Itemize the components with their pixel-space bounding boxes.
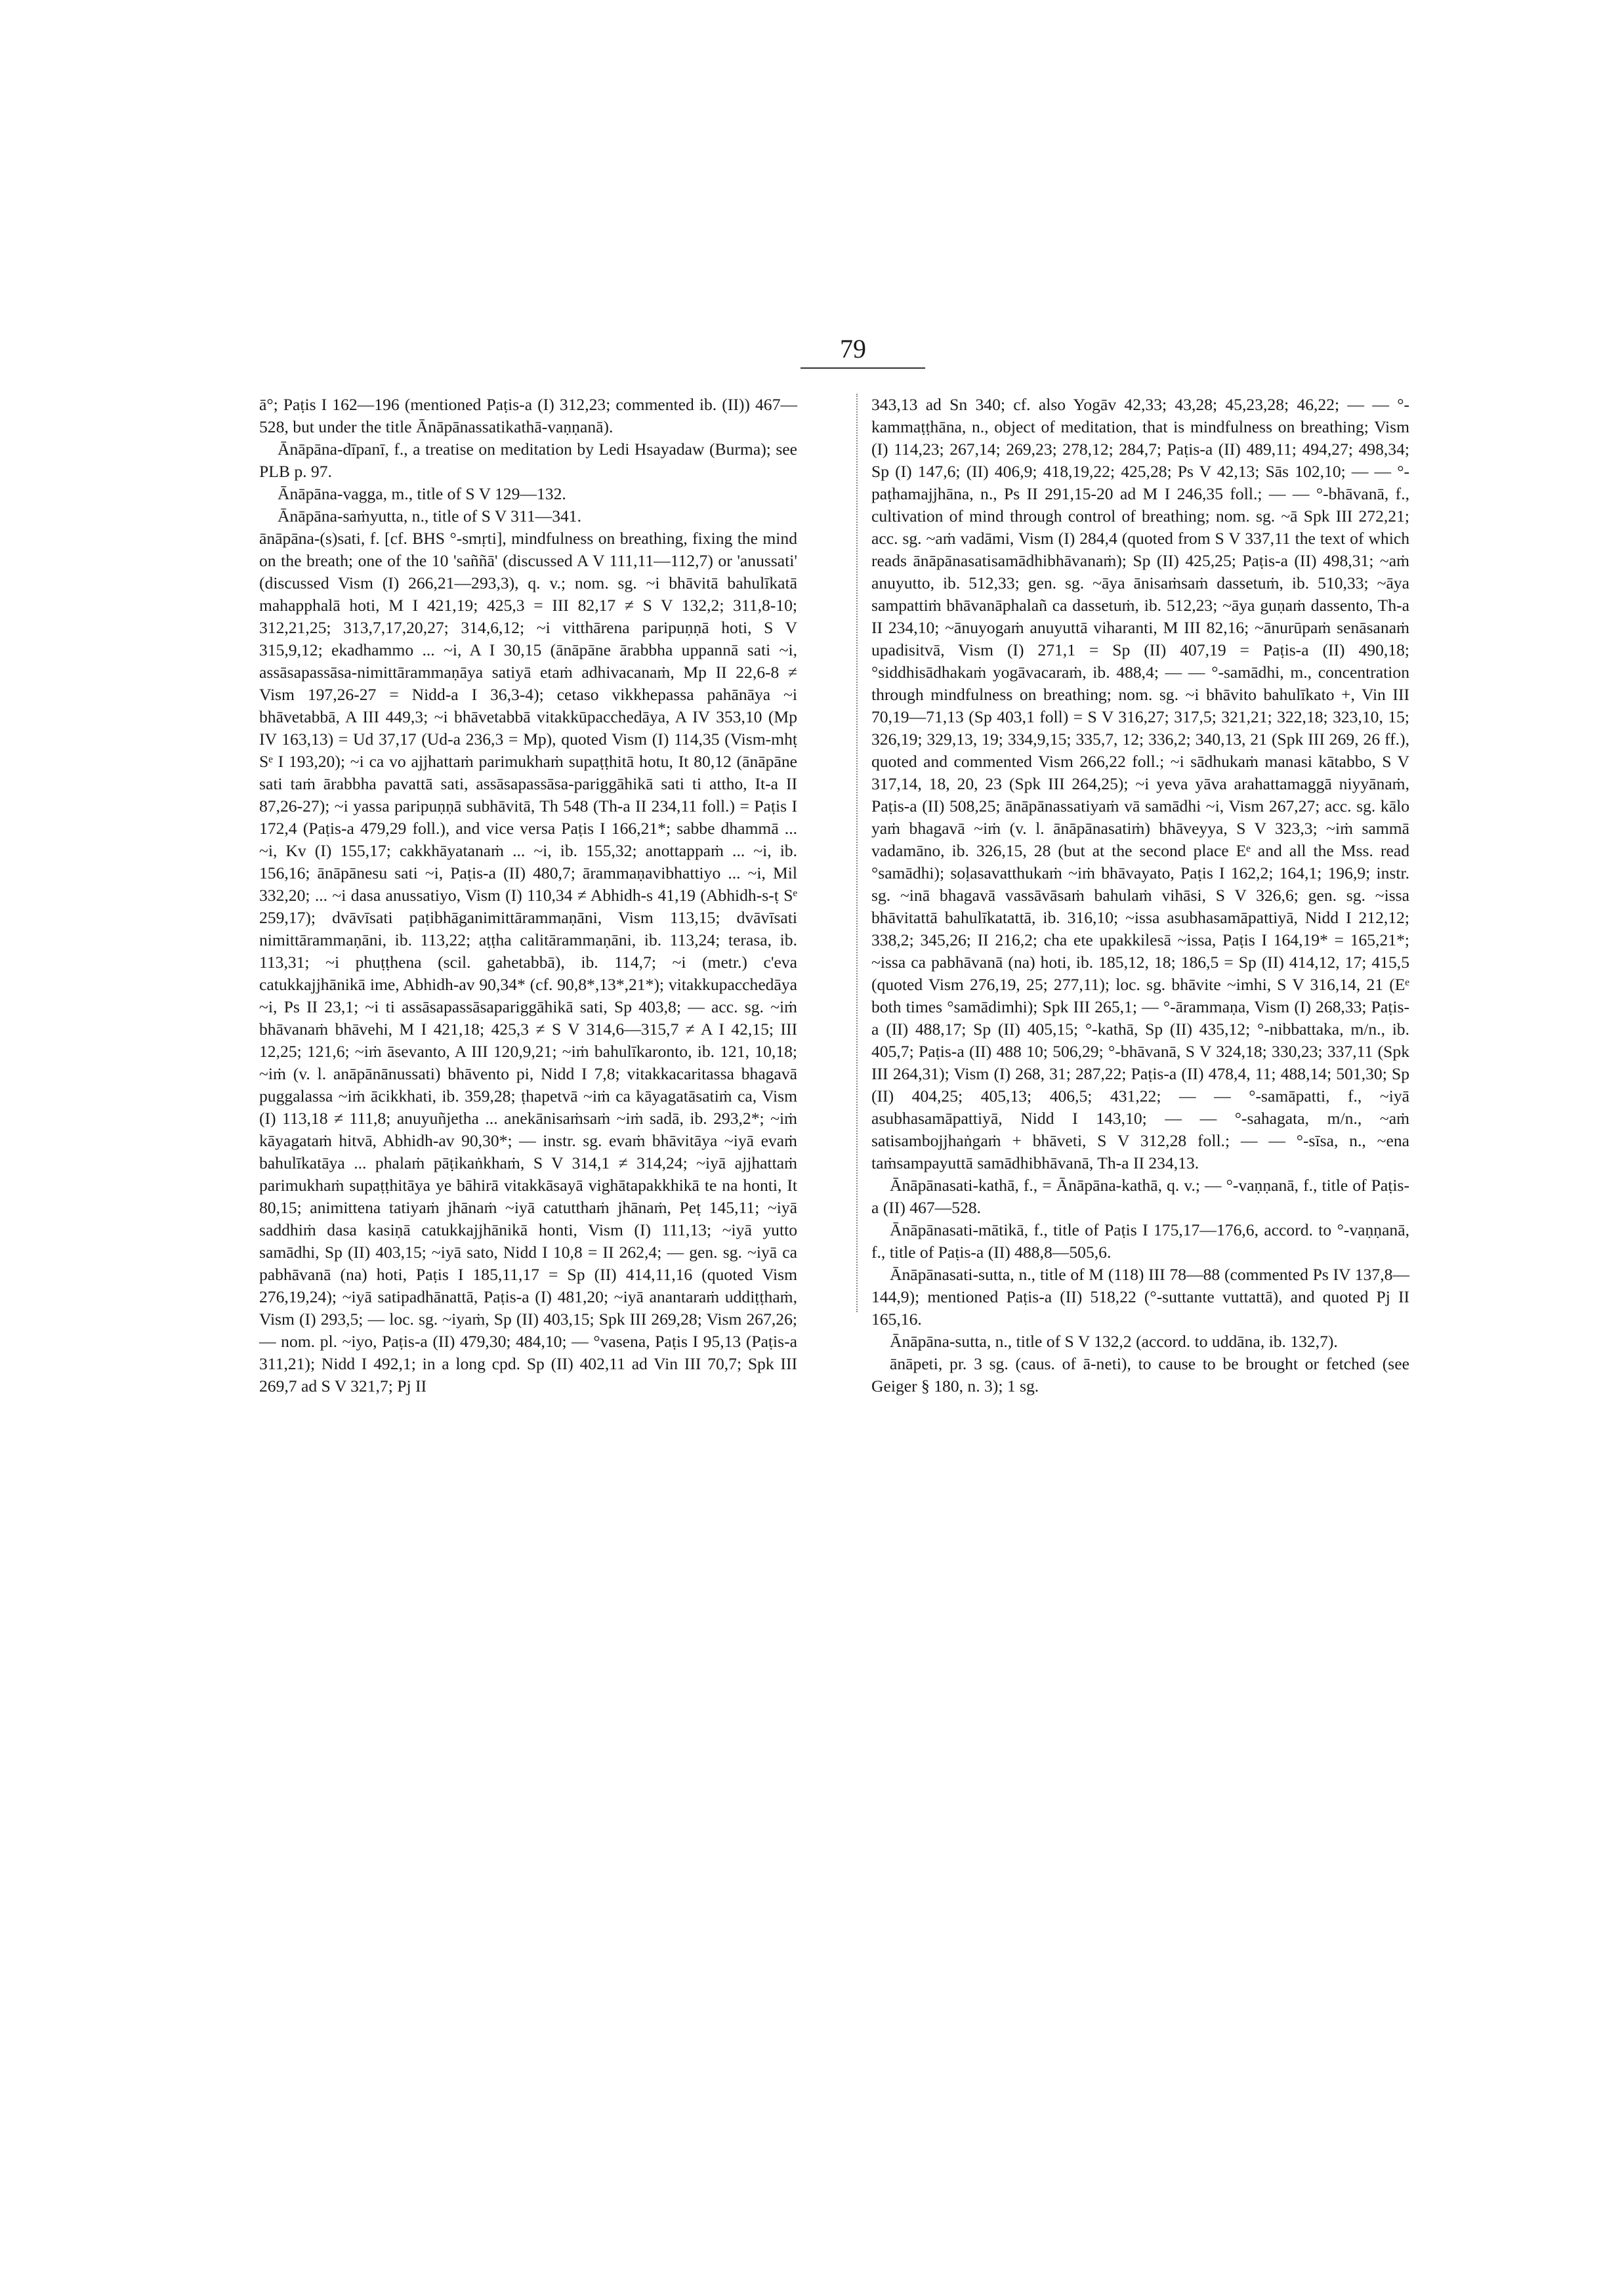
left-column xyxy=(259,394,797,1397)
dictionary-entry: Ānāpāna-dīpanī, f., a treatise on meditation by Ledi Hsayadaw (Burma); see PLB p. 97. xyxy=(259,440,797,481)
dictionary-entry: ānāpāna-(s)sati, f. [cf. BHS °-smṛti], mindfulness on breathing, fixing the mind on the breath; one of the 10 'saññā' (discussed A V 111,11—112,7) or 'anussati' (discussed Vism (I) 266,21—293,3), q. v.; nom. sg. ~i bhāvitā bahulīkatā mahapphalā hoti, M I 421,19; 425,3 = III 82,17 ≠ S V 132,2; 311,8-10; 312,21,25; 313,7,17,20,27; 314,6,12; ~i vitthārena paripuṇṇā hoti, S V 315,9,12; ekadhammo ... ~i, A I 30,15 (ānāpāne ārabbha uppannā sati ~i, assāsapassāsa-nimittārammaṇāya satiyā etaṁ adhivacanaṁ, Mp II 22,6-8 ≠ Vism 197,26-27 = Nidd-a I 36,3-4); cetaso vikkhepassa pahānāya ~i bhāvetabbā, A III 449,3; ~i bhāvetabbā vitakkūpacchedāya, A IV 353,10 (Mp IV 163,13) = Ud 37,17 (Ud-a 236,3 = Mp), quoted Vism (I) 114,35 (Vism-mhṭ Sᵉ I 193,20); ~i ca vo ajjhattaṁ parimukhaṁ supaṭṭhitā hotu, It 80,12 (ānāpāne sati taṁ ārabbha pavattā sati, assāsapassāsa-pariggāhikā sati ti attho, It-a II 87,26-27); ~i yassa paripuṇṇā subhāvitā, Th 548 (Th-a II 234,11 foll.) = Paṭis I 172,4 (Paṭis-a 479,29 foll.), and vice versa Paṭis I 166,21*; sabbe dhammā ... ~i, Kv (I) 155,17; cakkhāyatanaṁ ... ~i, ib. 155,32; anottappaṁ ... ~i, ib. 156,16; ānāpānesu sati ~i, Paṭis-a (II) 480,7; ārammaṇavibhattiyo ... ~i, Mil 332,20; ... ~i dasa anussatiyo, Vism (I) 110,34 ≠ Abhidh-s 41,19 (Abhidh-s-ṭ Sᵉ 259,17); dvāvīsati paṭibhāganimittārammaṇāni, Vism 113,15; dvāvīsati nimittārammaṇāni, ib. 113,22; aṭṭha calitārammaṇāni, ib. 113,24; terasa, ib. 113,31; ~i phuṭṭhena (scil. gahetabbā), ib. 114,7; ~i (metr.) c'eva catukkajjhānikā ime, Abhidh-av 90,34* (cf. 90,8*,13*,21*); vitakkupacchedāya ~i, Ps II 23,1; ~i ti assāsapassāsapariggāhikā sati, Sp 403,8; — acc. sg. ~iṁ bhāvanaṁ bhāvehi, M I 421,18; 425,3 ≠ S V 314,6—315,7 ≠ A I 42,15; III 12,25; 121,6; ~iṁ āsevanto, A III 120,9,21; ~iṁ bahulīkaronto, ib. 121, 10,18; ~iṁ (v. l. anāpānānussati) bhāvento pi, Nidd I 7,8; vitakkacaritassa bhagavā puggalassa ~iṁ ācikkhati, ib. 359,28; ṭhapetvā ~iṁ ca kāyagatāsatiṁ ca, Vism (I) 113,18 ≠ 111,8; anuyuñjetha ... anekānisaṁsaṁ ~iṁ sadā, ib. 293,2*; ~iṁ kāyagataṁ hitvā, Abhidh-av 90,30*; — instr. sg. evaṁ bhāvitāya ~iyā evaṁ bahulīkatāya ... phalaṁ pāṭikaṅkhaṁ, S V 314,1 ≠ 314,24; ~iyā ajjhattaṁ parimukhaṁ supaṭṭhitāya ye bāhirā vitakkāsayā vighātapakkhikā te na honti, It 80,15; animittena tatiyaṁ jhānaṁ ~iyā catutthaṁ jhānaṁ, Peṭ 145,11; ~iyā saddhiṁ dasa kasiṇā catukkajjhānikā honti, Vism (I) 111,13; ~iyā yutto samādhi, Sp (II) 403,15; ~iyā sato, Nidd I 10,8 = II 262,4; — gen. sg. ~iyā ca pabhāvanā (na) hoti, Paṭis I 185,11,17 = Sp (II) 414,11,16 (quoted Vism 276,19,24); ~iyā satipadhānattā, Paṭis-a (I) 481,20; ~iyā anantaraṁ uddiṭṭhaṁ, Vism (I) 293,5; — loc. sg. ~iyaṁ, Sp (II) 403,15; Spk III 269,28; Vism 267,26; — nom. pl. ~iyo, Paṭis-a (II) 479,30; 484,10; — °vasena, Paṭis I 95,13 (Paṭis-a 311,21); Nidd I 492,1; in a long cpd. Sp (II) 402,11 ad Vin III 70,7; Spk III 269,7 ad S V 321,7; Pj II xyxy=(259,529,797,1396)
dictionary-entry: Ānāpāna-sutta, n., title of S V 132,2 (accord. to uddāna, ib. 132,7). xyxy=(890,1332,1338,1351)
dictionary-entry: ā°; Paṭis I 162—196 (mentioned Paṭis-a (I) 312,23; commented ib. (II)) 467—528, but under the title Ānāpānassatikathā-vaṇṇanā). xyxy=(259,395,797,436)
column-divider xyxy=(856,394,858,1312)
dictionary-entry: Ānāpāna-vagga, m., title of S V 129—132. xyxy=(278,484,566,503)
dictionary-entry: Ānāpānasati-sutta, n., title of M (118) III 78—88 (commented Ps IV 137,8—144,9); mentioned Paṭis-a (II) 518,22 (°-suttante vuttattā), and quoted Pj II 165,16. xyxy=(871,1265,1409,1329)
page-number-rule xyxy=(801,367,925,369)
right-column xyxy=(871,394,1409,1397)
dictionary-entry: Ānāpānasati-mātikā, f., title of Paṭis I 175,17—176,6, accord. to °-vaṇṇanā, f., title of Paṭis-a (II) 488,8—505,6. xyxy=(871,1220,1409,1262)
dictionary-entry: ānāpeti, pr. 3 sg. (caus. of ā-neti), to cause to be brought or fetched (see Geiger § 180, n. 3); 1 sg. xyxy=(871,1354,1409,1396)
dictionary-entry: Ānāpāna-saṁyutta, n., title of S V 311—341. xyxy=(278,507,581,526)
dictionary-entry: 343,13 ad Sn 340; cf. also Yogāv 42,33; 43,28; 45,23,28; 46,22; — — °-kammaṭṭhāna, n., object of meditation, that is mindfulness on breathing; Vism (I) 114,23; 267,14; 269,23; 278,12; 284,7; Paṭis-a (II) 489,11; 494,27; 498,34; Sp (I) 147,6; (II) 406,9; 418,19,22; 425,28; Ps V 42,13; Sās 102,10; — — °-paṭhamajjhāna, n., Ps II 291,15-20 ad M I 246,35 foll.; — — °-bhāvanā, f., cultivation of mind through control of breathing; nom. sg. ~ā Spk III 272,21; acc. sg. ~aṁ vadāmi, Vism (I) 284,4 (quoted from S V 337,11 the text of which reads ānāpānasatisamādhibhāvanaṁ); Sp (II) 425,25; Paṭis-a (II) 498,31; ~aṁ anuyutto, ib. 512,33; gen. sg. ~āya ānisaṁsaṁ dassetuṁ, ib. 510,33; ~āya sampattiṁ bhāvanāphalañ ca dassetuṁ, ib. 512,23; ~āya guṇaṁ dassento, Th-a II 234,10; ~ānuyogaṁ anuyuttā viharanti, M III 82,16; ~ānurūpaṁ senāsanaṁ upadisitvā, Vism (I) 271,1 = Sp (II) 407,19 = Paṭis-a (II) 490,18; °siddhisādhakaṁ yogāvacaraṁ, ib. 488,4; — — °-samādhi, m., concentration through mindfulness on breathing; nom. sg. ~i bhāvito bahulīkato +, Vin III 70,19—71,13 (Sp 403,1 foll) = S V 316,27; 317,5; 321,21; 322,18; 323,10, 15; 326,19; 329,13, 19; 334,9,15; 335,7, 12; 336,2; 340,13, 21 (Spk III 269, 26 ff.), quoted and commented Vism 266,22 foll.; ~i sādhukaṁ manasi kātabbo, S V 317,14, 18, 20, 23 (Spk III 264,25); ~i yeva yāva arahattamaggā niyyānaṁ, Paṭis-a (II) 508,25; ānāpānassatiyaṁ vā samādhi ~i, Vism 267,27; acc. sg. kālo yaṁ bhagavā ~iṁ (v. l. ānāpānasatiṁ) bhāveyya, S V 323,3; ~iṁ sammā vadamāno, ib. 326,15, 28 (but at the second place Eᵉ and all the Mss. read °samādhi); soḷasavatthukaṁ ~iṁ bhāvayato, Paṭis I 162,2; 164,1; 196,9; instr. sg. ~inā bhagavā vassāvāsaṁ bahulaṁ vihāsi, S V 326,6; gen. sg. ~issa bhāvitattā bahulīkatattā, ib. 316,10; ~issa asubhasamāpattiyā, Nidd I 212,12; 338,2; 345,26; II 216,2; cha ete upakkilesā ~issa, Paṭis I 164,19* = 165,21*; ~issa ca pabhāvanā (na) hoti, ib. 185,12, 18; 186,5 = Sp (II) 414,12, 17; 415,5 (quoted Vism 276,19, 25; 277,11); loc. sg. bhāvite ~imhi, S V 316,14, 21 (Eᵉ both times °samādimhi); Spk III 265,1; — °-ārammaṇa, Vism (I) 268,33; Paṭis-a (II) 488,17; Sp (II) 405,15; °-kathā, Sp (II) 435,12; °-nibbattaka, m/n., ib. 405,7; Paṭis-a (II) 488 10; 506,29; °-bhāvanā, S V 324,18; 330,23; 337,11 (Spk III 264,31); Vism (I) 268, 31; 287,22; Paṭis-a (II) 478,4, 11; 488,14; 501,30; Sp (II) 404,25; 405,13; 406,5; 431,22; — — °-samāpatti, f., ~iyā asubhasamāpattiyā, Nidd I 143,10; — — °-sahagata, m/n., ~aṁ satisambojjhaṅgaṁ + bhāveti, S V 312,28 foll.; — — °-sīsa, n., ~ena taṁsampayuttā samādhibhāvanā, Th-a II 234,13. xyxy=(871,395,1409,1172)
page-number: 79 xyxy=(840,334,866,363)
dictionary-entry: Ānāpānasati-kathā, f., = Ānāpāna-kathā, q. v.; — °-vaṇṇanā, f., title of Paṭis-a (II) 467—528. xyxy=(871,1176,1409,1217)
